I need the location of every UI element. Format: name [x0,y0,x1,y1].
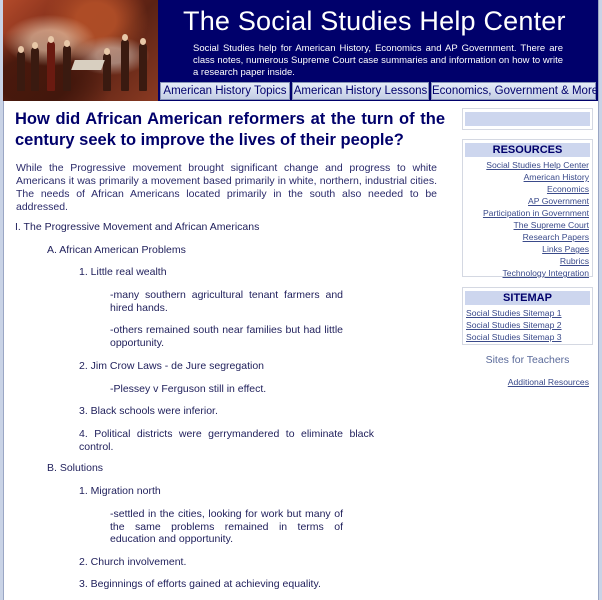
resources-link-technology-integration[interactable]: Technology Integration [502,268,589,278]
resources-link-supreme-court[interactable]: The Supreme Court [513,220,589,230]
article-intro: While the Progressive movement brought significant change and progress to white Americans it was primarily a movement based primarily in white, northern, industrial cities. The needs of African Americans located primarily in the south also needed to be addressed. [16,162,437,213]
outline-note-a1-2: -others remained south near families but had little opportunity. [110,324,343,349]
resources-link-economics[interactable]: Economics [546,184,589,194]
outline-heading-a: A. African American Problems [47,244,186,256]
outline-item-a3: 3. Black schools were inferior. [79,405,218,417]
resources-heading: RESOURCES [465,143,590,157]
site-title: The Social Studies Help Center [183,6,566,36]
outline-item-a2: 2. Jim Crow Laws - de Jure segregation [79,360,264,372]
sitemap-link-3[interactable]: Social Studies Sitemap 3 [466,332,562,342]
resources-link-social-studies-help-center[interactable]: Social Studies Help Center [486,160,589,170]
nav-economics-government-more[interactable]: Economics, Government & More [431,82,596,100]
resources-link-links-pages[interactable]: Links Pages [542,244,589,254]
sites-for-teachers-heading: Sites for Teachers [485,354,570,366]
outline-item-a4: 4. Political districts were gerrymandered to eliminate black control. [79,428,374,453]
resources-link-american-history[interactable]: American History [523,172,589,182]
article-title: How did African American reformers at the turn of the century seek to improve the lives of their people? [15,110,445,149]
sitemap-link-1[interactable]: Social Studies Sitemap 1 [466,308,562,318]
main-content [3,101,456,600]
resources-link-participation-in-government[interactable]: Participation in Government [482,208,589,218]
outline-note-a1-1: -many southern agricultural tenant farmers and hired hands. [110,289,343,314]
resources-box [462,139,593,277]
resources-link-rubrics[interactable]: Rubrics [559,256,589,266]
sidebar-empty-header [465,112,590,126]
resources-link-ap-government[interactable]: AP Government [528,196,589,206]
page [3,0,599,600]
outline-item-a1: 1. Little real wealth [79,266,167,278]
nav-american-history-topics[interactable]: American History Topics [160,82,290,100]
site-description: Social Studies help for American History, Economics and AP Government. There are class notes, numerous Supreme Court case summaries and information on how to write a research paper inside. [193,43,563,78]
outline-note-b1-1: -settled in the cities, looking for work but many of the same problems remained in terms of education and opportunity. [110,508,343,545]
additional-resources-link[interactable]: Additional Resources [507,377,589,387]
sitemap-link-2[interactable]: Social Studies Sitemap 2 [466,320,562,330]
resources-link-research-papers[interactable]: Research Papers [522,232,589,242]
site-header [3,0,598,101]
sitemap-box [462,287,593,345]
outline-item-b3: 3. Beginnings of efforts gained at achieving equality. [79,578,321,590]
nav-american-history-lessons[interactable]: American History Lessons [292,82,429,100]
outline-item-b1: 1. Migration north [79,485,161,497]
outline-heading-b: B. Solutions [47,462,104,474]
header-painting-image [3,0,158,101]
outline-note-a2-1: -Plessey v Ferguson still in effect. [110,383,267,395]
sidebar-empty-box [462,108,593,130]
sitemap-heading: SITEMAP [465,291,590,305]
outline-section-1: I. The Progressive Movement and African Americans [15,221,260,233]
outline-item-b2: 2. Church involvement. [79,556,187,568]
